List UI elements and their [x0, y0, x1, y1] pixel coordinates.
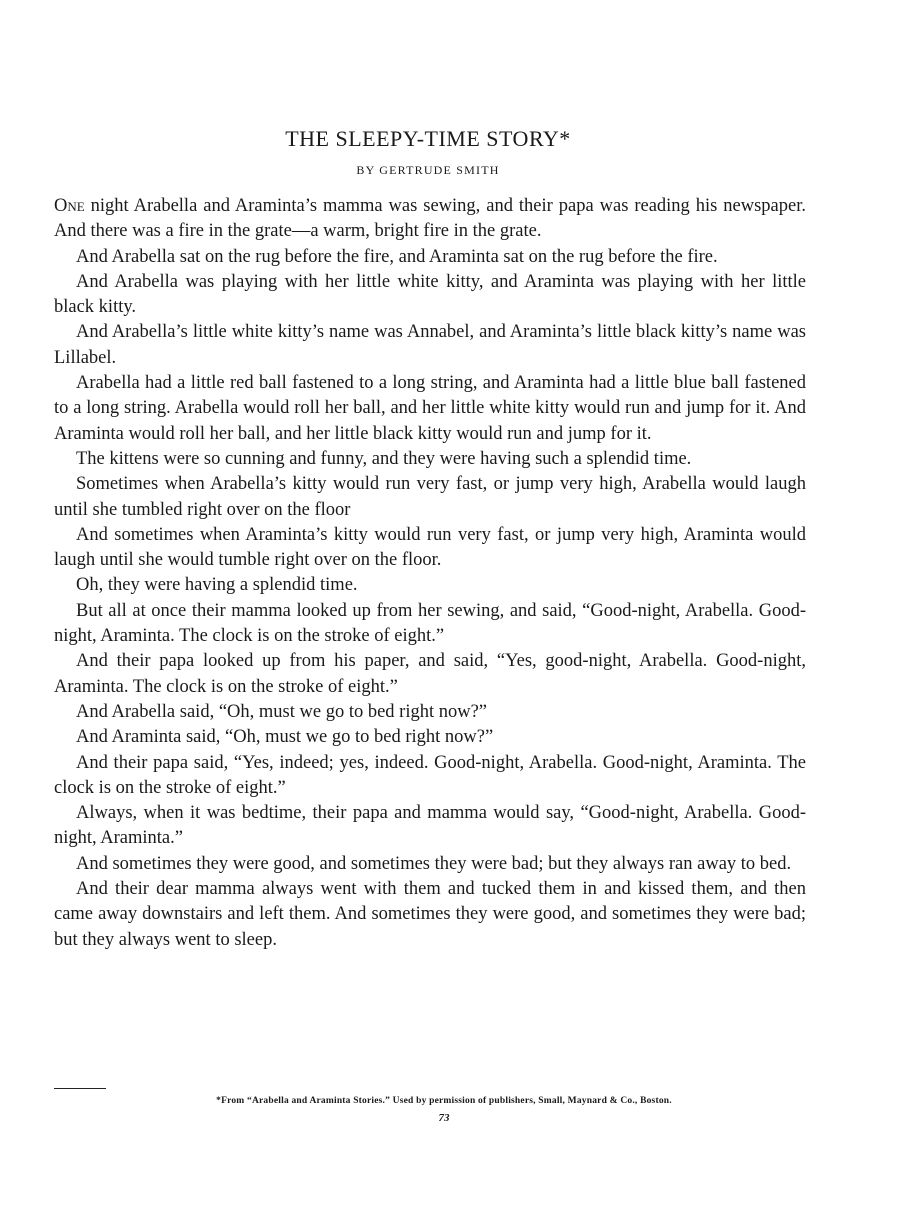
story-paragraph: Always, when it was bedtime, their papa and mamma would say, “Good-night, Arabella. Good-night, Araminta.” [54, 803, 806, 849]
story-paragraph: And Arabella sat on the rug before the fire, and Araminta sat on the rug before the fire. [76, 246, 718, 267]
opening-word: One [54, 196, 85, 216]
footnote: *From “Arabella and Araminta Stories.” Used by permission of publishers, Small, Maynard & Co., Boston. [216, 1096, 672, 1106]
story-paragraph [54, 194, 806, 245]
story-paragraph: And Araminta said, “Oh, must we go to bed right now?” [76, 727, 494, 748]
story-paragraph: And their dear mamma always went with them and tucked them in and kissed them, and then came away downstairs and left them. And sometimes they were good, and sometimes they were bad; but they always went to sleep. [54, 879, 806, 950]
story-paragraph: Arabella had a little red ball fastened to a long string, and Araminta had a little blue ball fastened to a long string. Arabella would roll her ball, and her little white kitty would run and jump for it. And Araminta would roll her ball, and her little black kitty would run and jump for it. [54, 373, 806, 444]
story-paragraph: Oh, they were having a splendid time. [76, 575, 358, 596]
story-paragraph: And their papa looked up from his paper, and said, “Yes, good-night, Arabella. Good-night, Araminta. The clock is on the stroke of eight.” [54, 651, 806, 697]
story-paragraph: But all at once their mamma looked up from her sewing, and said, “Good-night, Arabella. Good-night, Araminta. The clock is on the stroke of eight.” [54, 600, 806, 647]
story-body [54, 194, 806, 953]
story-paragraph: Sometimes when Arabella’s kitty would run very fast, or jump very high, Arabella would laugh until she tumbled right over on the floor [54, 474, 806, 520]
story-paragraph: And Arabella said, “Oh, must we go to bed right now?” [76, 701, 488, 722]
story-title: THE SLEEPY-TIME STORY* [285, 126, 571, 151]
story-paragraph: And their papa said, “Yes, indeed; yes, indeed. Good-night, Arabella. Good-night, Araminta. The clock is on the stroke of eight.” [54, 752, 806, 798]
story-paragraph: And Arabella was playing with her little white kitty, and Araminta was playing with her little black kitty. [54, 271, 806, 318]
story-paragraph: And sometimes when Araminta’s kitty would run very fast, or jump very high, Araminta would laugh until she would tumble right over on the floor. [54, 524, 806, 571]
footnote-divider [54, 1088, 106, 1089]
story-paragraph: The kittens were so cunning and funny, and they were having such a splendid time. [76, 448, 692, 469]
paragraph-text: night Arabella and Araminta’s mamma was sewing, and their papa was reading his newspaper. And there was a fire in the grate—a warm, bright fire in the grate. [54, 196, 806, 242]
story-paragraph: And Arabella’s little white kitty’s name was Annabel, and Araminta’s little black kitty’s name was Lillabel. [54, 322, 806, 368]
story-byline: BY GERTRUDE SMITH [356, 163, 500, 177]
story-paragraph: And sometimes they were good, and sometimes they were bad; but they always ran away to bed. [76, 853, 792, 874]
page-number: 73 [438, 1112, 450, 1124]
